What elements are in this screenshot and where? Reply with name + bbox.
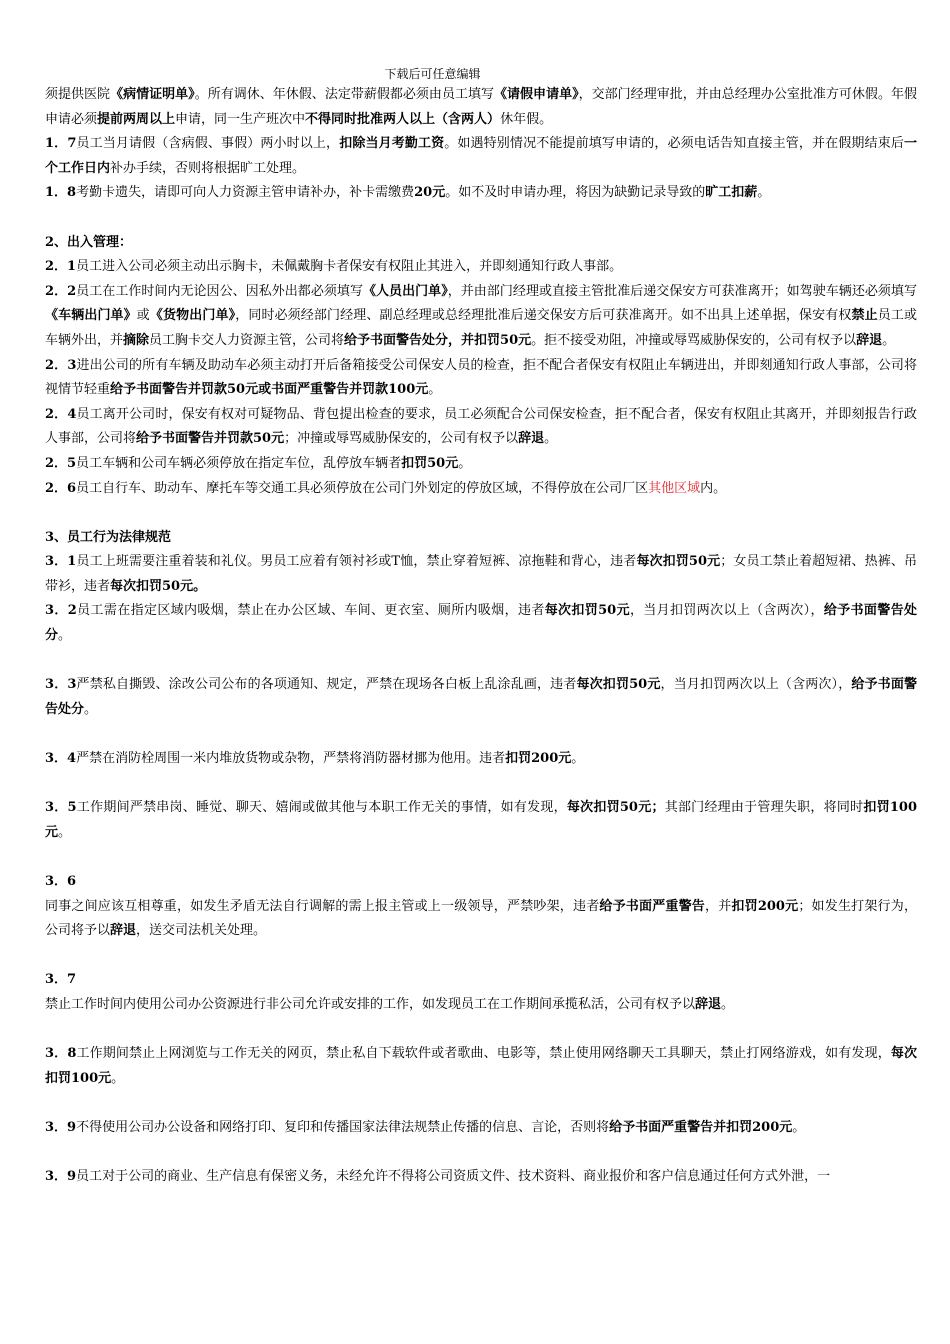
blank-line: [45, 845, 917, 870]
bold-text-run: 扣罚200元: [505, 751, 572, 767]
paragraph: [45, 255, 917, 280]
paragraph: [45, 550, 917, 599]
blank-line: [45, 1091, 917, 1116]
paragraph: [45, 895, 917, 944]
text-run: 员工进入公司必须主动出示胸卡，未佩戴胸卡者保安有权阻止其进入，并即刻通知行政人事部。: [76, 259, 623, 275]
text-run: 。拒不接受劝阻，冲撞或辱骂威胁保安的，公司有权予以: [531, 332, 857, 348]
text-run: 。: [428, 382, 442, 398]
text-run: ，当月扣罚两次以上（含两次），: [660, 677, 852, 693]
bold-text-run: 禁止: [851, 308, 878, 324]
bold-text-run: 每次扣罚50元。: [110, 578, 207, 594]
text-run: 员工自行车、助动车、摩托车等交通工具必须停放在公司门外划定的停放区域，不得停放在公司厂区: [76, 480, 649, 496]
text-run: 。如遇特别情况不能提前填写申请的，必须电话告知直接主管，并在假期结束后: [444, 136, 904, 152]
blank-line: [45, 206, 917, 231]
text-run: ，并由部门经理或直接主管批准后递交保安方可获准离开；如驾驶车辆还必须填写: [447, 283, 917, 299]
bold-text-run: 2．5: [45, 455, 77, 471]
text-run: ，送交司法机关处理。: [136, 923, 267, 939]
paragraph: [45, 993, 917, 1018]
text-run: 。: [58, 824, 72, 840]
text-run: 禁止工作时间内使用公司办公资源进行非公司允许或安排的工作，如发现员工在工作期间承揽私活，公司有权予以: [45, 996, 696, 1012]
bold-text-run: 2．6: [45, 480, 77, 496]
bold-text-run: 每次扣罚50元: [576, 677, 661, 693]
text-run: 休年假。: [500, 111, 553, 127]
paragraph: [45, 132, 917, 181]
bold-text-run: 3．9: [45, 1119, 77, 1135]
text-run: 内。: [700, 480, 727, 496]
bold-text-run: 辞退: [518, 431, 545, 447]
page-header-note: 下载后可任意编辑: [384, 67, 481, 81]
text-run: 工作期间严禁串岗、睡觉、聊天、嬉闹或做其他与本职工作无关的事情，如有发现，: [76, 800, 567, 816]
bold-text-run: 1．7: [45, 136, 77, 152]
text-run: 申请，同一生产班次中: [175, 111, 306, 127]
bold-text-run: 《病情证明单》: [110, 87, 195, 102]
bold-text-run: 给予书面警告处分: [45, 603, 917, 644]
text-run: 员工当月请假（含病假、事假）两小时以上，: [76, 136, 340, 152]
text-run: 须提供医院: [45, 87, 111, 102]
bold-text-run: 辞退: [695, 996, 722, 1012]
text-run: 员工需在指定区域内吸烟，禁止在办公区域、车间、更衣室、厕所内吸烟，违者: [76, 603, 545, 619]
bold-text-run: 3．2: [45, 603, 77, 619]
bold-text-run: 给予书面警告处分，并扣罚50元: [344, 332, 532, 348]
paragraph: [45, 354, 917, 403]
bold-text-run: 1．8: [45, 185, 77, 201]
bold-text-run: 2．3: [45, 357, 77, 373]
blank-line: [45, 649, 917, 674]
text-run: 员工车辆和公司车辆必须停放在指定车位，乱停放车辆者: [76, 455, 402, 471]
blank-line: [45, 772, 917, 797]
paragraph: [45, 747, 917, 772]
bold-text-run: 给予书面警告并罚款50元或书面严重警告并罚款100元: [110, 382, 429, 398]
bold-text-run: 3、员工行为法律规范: [45, 529, 172, 545]
paragraph: [45, 1116, 917, 1141]
paragraph: [45, 673, 917, 722]
bold-text-run: 2、出入管理：: [45, 234, 133, 250]
paragraph: [45, 796, 917, 845]
bold-text-run: 20元: [414, 185, 446, 201]
text-run: ，并: [705, 898, 732, 914]
bold-text-run: 3．9: [45, 1169, 77, 1185]
paragraph: [45, 181, 917, 206]
bold-text-run: 3．8: [45, 1046, 77, 1062]
bold-text-run: 给予书面警告并罚款50元: [136, 431, 285, 447]
bold-text-run: 每次扣罚50元: [636, 554, 721, 570]
text-run: 员工在工作时间内无论因公、因私外出都必须填写: [76, 283, 363, 299]
bold-text-run: 一个工作日内: [45, 136, 917, 176]
bold-text-run: 3．5: [45, 800, 77, 816]
text-run: 员工上班需要注重着装和礼仪。男员工应着有领衬衫或T恤，禁止穿着短裤、凉拖鞋和背心，违者: [76, 554, 637, 570]
text-run: 进出公司的所有车辆及助动车必须主动打开后备箱接受公司保安人员的检查，拒不配合者保安有权阻止车辆进出，并即刻通知行政人事部，公司将视情节轻重: [45, 357, 917, 398]
text-run: 。: [458, 455, 472, 471]
bold-text-run: 《车辆出门单》: [45, 308, 137, 324]
text-run: ；冲撞或辱骂威胁保安的，公司有权予以: [284, 431, 519, 447]
text-run: 员工胸卡交人力资源主管，公司将: [149, 332, 345, 348]
bold-text-run: 辞退: [856, 332, 883, 348]
bold-text-run: 3．6: [45, 874, 77, 889]
text-run: ，交部门经理审批，并由总经理办公室批准方可休假。年假申请必须: [45, 87, 917, 127]
paragraph: [45, 403, 917, 452]
bold-text-run: 给予书面严重警告并扣罚200元: [609, 1119, 793, 1135]
paragraph: [45, 452, 917, 477]
blank-line: [45, 944, 917, 969]
paragraph: [45, 599, 917, 648]
text-run: 。: [58, 628, 72, 644]
bold-text-run: 不得同时批准两人以上（含两人）: [305, 111, 501, 127]
text-run: 不得使用公司办公设备和网络打印、复印和传播国家法律法规禁止传播的信息、言论，否则将: [76, 1119, 610, 1135]
bold-text-run: 辞退: [110, 923, 137, 939]
text-run: 考勤卡遗失，请即可向人力资源主管申请补办，补卡需缴费: [76, 185, 415, 201]
text-run: ；女员工禁止着超短裙、热裤、吊带衫，违者: [45, 554, 918, 594]
bold-text-run: 提前两周以上: [97, 111, 176, 127]
paragraph: [45, 526, 917, 551]
text-run: 。: [84, 701, 98, 717]
bold-text-run: 扣罚200元: [731, 898, 799, 914]
text-run: 。: [792, 1119, 806, 1135]
bold-text-run: 3．3: [45, 677, 77, 693]
bold-text-run: 3．4: [45, 751, 77, 767]
text-run: 严禁私自撕毁、涂改公司公布的各项通知、规定，严禁在现场各白板上乱涂乱画，违者: [76, 677, 577, 693]
paragraph: [45, 231, 917, 256]
blank-line: [45, 722, 917, 747]
text-run: ；如发生打架行为，公司将予以: [45, 898, 917, 939]
text-run: 补办手续，否则将根据旷工处理。: [110, 160, 306, 176]
paragraph: [45, 1165, 917, 1190]
bold-text-run: 2．1: [45, 259, 77, 275]
text-run: 。: [882, 332, 896, 348]
bold-text-run: 扣除当月考勤工资: [339, 136, 445, 152]
bold-text-run: 每次扣罚50元；: [566, 800, 665, 816]
paragraph: [45, 870, 917, 895]
text-run: 。所有调休、年休假、法定带薪假都必须由员工填写: [194, 87, 495, 102]
bold-text-run: 《人员出门单》: [362, 283, 448, 299]
bold-text-run: 3．7: [45, 972, 77, 988]
bold-text-run: 给予书面警告处分: [45, 677, 917, 717]
text-run: 。: [571, 751, 585, 767]
text-run: 严禁在消防栓周围一米内堆放货物或杂物，严禁将消防器材挪为他用。违者: [76, 751, 506, 767]
bold-text-run: 扣罚100元: [45, 800, 918, 840]
blank-line: [45, 501, 917, 526]
text-run: 或: [136, 308, 150, 324]
bold-text-run: 2．4: [45, 406, 77, 422]
text-run: 。: [757, 185, 771, 201]
text-run: 员工离开公司时，保安有权对可疑物品、背包提出检查的要求，员工必须配合公司保安检查，拒不配合者，保安有权阻止其离开，并即刻报告行政人事部，公司将: [45, 406, 917, 447]
paragraph: [45, 477, 917, 502]
text-run: 。如不及时申请办理，将因为缺勤记录导致的: [445, 185, 706, 201]
text-run: 。: [721, 996, 735, 1012]
bold-text-run: 《货物出门单》: [149, 308, 236, 324]
document-body: [45, 83, 917, 1190]
text-run: 员工对于公司的商业、生产信息有保密义务，未经允许不得将公司资质文件、技术资料、商业报价和客户信息通过任何方式外泄，一: [76, 1169, 831, 1185]
text-run: 。: [544, 431, 558, 447]
bold-text-run: 《请假申请单》: [494, 87, 579, 102]
bold-text-run: 给予书面严重警告: [599, 898, 706, 914]
text-run: 其部门经理由于管理失职，将同时: [664, 800, 864, 816]
bold-text-run: 摘除: [123, 332, 150, 348]
blank-line: [45, 1141, 917, 1166]
text-run: 员工或车辆外出，并: [45, 308, 917, 348]
highlight-text-run: 其他区域: [648, 480, 701, 496]
paragraph: [45, 280, 917, 354]
bold-text-run: 每次扣罚50元: [544, 603, 630, 619]
bold-text-run: 2．2: [45, 283, 77, 299]
bold-text-run: 每次扣罚100元: [45, 1046, 917, 1086]
paragraph: [45, 1042, 917, 1091]
bold-text-run: 扣罚50元: [401, 455, 459, 471]
text-run: 。: [111, 1070, 125, 1086]
bold-text-run: 3．1: [45, 554, 77, 570]
text-run: ，当月扣罚两次以上（含两次），: [629, 603, 824, 619]
text-run: 工作期间禁止上网浏览与工作无关的网页，禁止私自下载软件或者歌曲、电影等，禁止使用网络聊天工具聊天，禁止打网络游戏，如有发现，: [76, 1046, 891, 1062]
paragraph: [45, 968, 917, 993]
text-run: 同事之间应该互相尊重，如发生矛盾无法自行调解的需上报主管或上一级领导，严禁吵架，违者: [45, 898, 600, 914]
paragraph: [45, 83, 917, 132]
text-run: ，同时必须经部门经理、副总经理或总经理批准后递交保安方后可获准离开。如不出具上述单据，保安有权: [235, 308, 852, 324]
bold-text-run: 旷工扣薪: [705, 185, 758, 201]
blank-line: [45, 1018, 917, 1043]
